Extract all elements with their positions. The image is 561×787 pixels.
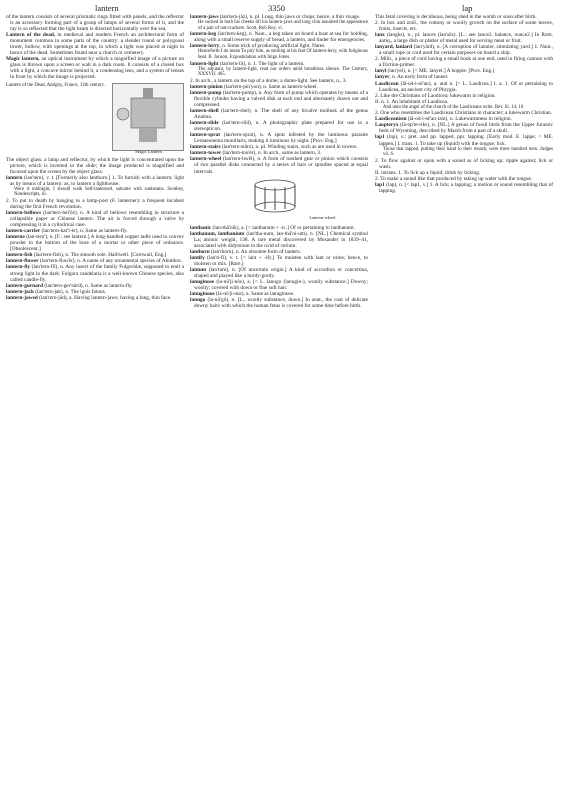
- page-number: 3350: [268, 3, 285, 13]
- pronunciation: (lan'tern-jak), n.: [33, 288, 70, 295]
- definition: A name of any ornamental species of Abutilon.: [81, 258, 182, 265]
- pronunciation: (lan'tern-fish), n.: [32, 252, 70, 259]
- pronunciation: (lan'tern-flī), n.: [30, 264, 65, 271]
- definition: 2. To flow against or upon with a sound as of licking up; ripple against; lick or wash.: [375, 157, 553, 170]
- dictionary-entry: [375, 81, 553, 93]
- definition: [< lanthanum + -ic.] Of or pertaining to lanthanum.: [244, 224, 355, 231]
- definition: [A corruption of lannier, simulating yard.] 1. Naut., a small rope or cord used for certain purposes on board a ship.: [379, 44, 553, 57]
- definition: [< L. lanugo (lanugin-), woolly substance.] Downy; woolly; covered with down or fine soft hair.: [194, 278, 368, 292]
- dictionary-entry: [190, 90, 368, 108]
- headword: Laodicean: [375, 80, 399, 87]
- headword: lanyl: [375, 68, 387, 75]
- headword: lantern-wheel: [190, 156, 222, 163]
- pronunciation: (lan'thorn), n.: [209, 248, 240, 255]
- quotation: Henceforth I do mean To pity him, as smiling at his feat Of lantern-lerry, with fuliginous heat. B. Jonson, Expostulation with Inigo Jones.: [198, 49, 368, 60]
- dictionary-entry: [190, 31, 368, 43]
- pronunciation: (lan'yel), n.: [386, 68, 412, 75]
- dictionary-entry: [190, 297, 368, 309]
- definition: [Early mod. E. lappe; < ME. lappen.] I. trans. 1. To take up (liquid) with the tongue; lick.: [379, 134, 553, 147]
- definition: 2. One who resembles the Laodicean Christians in character; a lukewarm Christian.: [375, 110, 552, 117]
- headword: lantern-light: [190, 60, 219, 67]
- dictionary-entry: [190, 120, 368, 132]
- pronunciation: (lan-tern'), n.: [24, 234, 54, 241]
- pronunciation: (lan'yärd), n.: [412, 44, 441, 51]
- headword: lanuginous: [190, 291, 215, 298]
- headword: lantern-pinion: [190, 83, 223, 90]
- pronunciation: (lan'tern-jâd), a.: [37, 294, 73, 301]
- quotation: Were it midnight, I should walk Self-lanterned, saturate with sunbeams. Southey, Nondescripts, iii.: [14, 186, 184, 198]
- headword: lantern-lerry: [190, 43, 220, 50]
- dictionary-entry: [6, 264, 184, 282]
- dictionary-entry: [6, 14, 184, 32]
- pronunciation: (lap), v.; pret. and pp. lapped, ppr. lapping.: [384, 134, 485, 141]
- definition: A form of toothed gear or pinion which consists of two parallel disks connected by a series of bars or spindles spaced at equal intervals.: [194, 156, 368, 175]
- headword: Magic lantern,: [6, 56, 40, 63]
- header-left-word: lantern: [95, 3, 119, 13]
- pronunciation: (lan'tern-sprat), n.: [220, 132, 264, 139]
- definition: The shell of any bivalve mollusk of the genus Anatina.: [194, 108, 368, 121]
- pronunciation: (lan'tern-tou'ėr), n.: [221, 150, 262, 157]
- dictionary-entry: [6, 295, 184, 301]
- pronunciation: (lan'tern), v. t.: [22, 174, 55, 181]
- pronunciation: (lan'tern-ger'närd), n.: [43, 282, 90, 289]
- pronunciation: (lan'tern-hwēl), n.: [221, 156, 262, 163]
- definition: 2. To make a sound like that produced by taking up water with the tongue.: [375, 175, 533, 182]
- headword: lantern-fish: [6, 252, 33, 259]
- dictionary-entry: [190, 255, 368, 267]
- dictionary-entry: [6, 234, 184, 252]
- headword: lantern-jaws: [190, 14, 219, 20]
- pronunciation: (langks), n.; pl. lances (lan'sēz).: [384, 32, 457, 39]
- definition: An early form of lanner.: [396, 74, 449, 81]
- definition: [< lant + -ify.] To moisten with lant or urine; hence, to moisten or mix. [Rare.]: [194, 254, 368, 267]
- pronunciation: (la-nū'gō), n.: [205, 297, 236, 304]
- pronunciation: (lā-od-i-sē'an-izm), n.: [406, 116, 454, 123]
- header-right-word: lap: [462, 3, 473, 13]
- pronunciation: (lan'tern-shel), n.: [218, 108, 259, 115]
- definition: [< L. Laodicea.] I. a. 1. Of or pertaining to Laodicea, an ancient city of Phrygia.: [379, 80, 553, 93]
- pronunciation: , n.: [219, 43, 227, 50]
- figure-block: [6, 83, 184, 155]
- definition: Naut., a keg taken on board a boat at sea for holding, along with a small reserve supply of bread, a lantern, and tinder for emergencies.: [194, 31, 368, 44]
- headword: lanthanic: [190, 224, 212, 231]
- headword: lantern-jack: [6, 288, 34, 295]
- headword: lanthorn: [190, 248, 210, 255]
- definition: 2. In bot. and zoöl., the cottony or woolly growth on the surface of some leaves, fruits, insects, etc.: [375, 20, 553, 33]
- pronunciation: (lan'tern-flou'ėr), n.: [38, 258, 82, 265]
- dictionary-entry: [6, 56, 184, 80]
- dictionary-entry: [375, 134, 553, 146]
- dictionary-entry: [6, 157, 184, 175]
- pronunciation: (lap), n.: [384, 181, 404, 188]
- dictionary-entry: [375, 122, 553, 134]
- headword: Laopteryx: [375, 122, 399, 129]
- definition: Any insect of the family Fulgoridæ, supposed to emit a strong light in the dark. Fulgora candelaria is a well-known Chinese species, also called candle-fly.: [10, 264, 184, 283]
- definition: [Formerly also lanthorn.] 1. To furnish with a lantern; light as by means of a lantern: as, to lantern a lighthouse.: [10, 174, 184, 187]
- definition: 2. To put to death by hanging to a lamp-post (F. lanterner): a frequent incident during the first French revolution.: [6, 197, 184, 210]
- quotation: And unto the angel of the church of the Laodiceans write. Rev. iii. 14, 16.: [383, 104, 525, 110]
- dictionary-entry: [6, 175, 184, 187]
- pronunciation: (lan'tern-līt), n.: [218, 60, 252, 67]
- headword: lantern-flower: [6, 258, 39, 265]
- dictionary-entry: [190, 156, 368, 174]
- headword: lanthanum, lanthanium: [190, 230, 245, 237]
- pronunciation: (lan'tern-slīd), n.: [218, 120, 260, 127]
- definition: In arch., same as lantern, 3.: [261, 150, 322, 157]
- pronunciation: (lan'tha-num, lan-thā'ni-um), n.: [244, 230, 315, 237]
- definition: 2. Like the Christians of Laodicea; lukewarm in religion.: [375, 92, 496, 99]
- dictionary-entry: [375, 182, 553, 194]
- pronunciation: , n.: [389, 74, 397, 81]
- definition: [L.: see lance2, balance, ounce2.] In Rom. antiq., a large dish or platter of metal used for serving meat or fruit.: [379, 32, 553, 45]
- dictionary-entry: [6, 32, 184, 56]
- headword: lanyard, laniard: [375, 44, 413, 51]
- quotation: He sucked in both his cheeks till his lantern-jaws and long chin assumed the appearance of a pair of nut-crackers. Scott, Rob Roy, vi.: [198, 20, 368, 31]
- headword: lantern-jawed: [6, 294, 38, 301]
- column-right: [375, 14, 553, 784]
- definition: The smooth sole. Halliwell. [Cornwall, Eng.]: [69, 252, 167, 259]
- headword: lanuginose: [190, 278, 215, 285]
- definition: Having lantern-jaws; having a long, thin face.: [72, 294, 172, 301]
- pronunciation: (lan'ti-fī), v. t.: [204, 254, 239, 261]
- headword: lantern-shell: [190, 108, 219, 115]
- dictionary-entry: [375, 32, 553, 44]
- headword: lap1: [375, 134, 385, 141]
- definition: This fetal covering is deciduous, being shed in the womb or soon after birth.: [375, 14, 537, 20]
- dictionary-entry: [190, 267, 368, 279]
- pronunciation: (lan'tern-kar'i-ėr), n.: [40, 228, 85, 235]
- headword: lantify: [190, 254, 205, 261]
- headword: lanx: [375, 32, 385, 39]
- definition: 2. Milit., a piece of cord having a small hook at one end, used in firing cannon with a friction-primer.: [375, 56, 553, 69]
- dictionary-entry: [6, 210, 184, 228]
- figure-block: [190, 177, 368, 223]
- headword: Laodiceanism: [375, 116, 407, 123]
- definition: A kind of bellows resembling in structure a collapsible paper or Chinese lantern. The air is forced through a valve by compressing it in a cylindrical case.: [10, 210, 184, 229]
- definition: Same as lantern-fly.: [84, 228, 128, 235]
- pronunciation: (lā-op'te-riks), n.: [398, 122, 436, 129]
- headword: lantern-fly: [6, 264, 31, 271]
- definition: II. n. 1. An inhabitant of Laodicea.: [375, 98, 449, 105]
- figure-label: Magic Lantern.: [135, 148, 163, 154]
- headword: lanyer: [375, 74, 390, 81]
- definition: [< ME. lanyel.] A hopple. [Prov. Eng.]: [411, 68, 495, 75]
- definition: of the lantern consists of several prismatic rings fitted with panels, and the reflector is an accessory forming part of a group of lamps of several forms of it, and the ray is so reflected that the light beam is directed horizontally over the sea.: [6, 14, 184, 33]
- headword: lap1: [375, 181, 385, 188]
- definition: [NL.] Chemical symbol La; atomic weight, 138. A rare metal discovered by Mosander in 1839–41, associated with didymium in the oxid of cerium.: [194, 230, 368, 249]
- pronunciation: (lan'tern-bel'ōz), n.: [41, 210, 85, 217]
- pronunciation: (lan'tern-pin'yon), n.: [222, 83, 268, 90]
- definition: An obsolete form of lantern.: [239, 248, 302, 255]
- pronunciation: (la-nū'ji-nōs), a.: [214, 278, 251, 285]
- definition: an optical instrument by which a magnified image of a picture on glass is thrown upon a screen or wall in a dark room. It consists of a closed box with a light, a concave mirror behind it, a condensing lens, and a system of lenses in front by which the image is projected.: [10, 56, 184, 81]
- definition: A sprat infested by the luminous parasite Lernaeonema monillaris, making it luminous by night. [Prov. Eng.]: [194, 132, 368, 145]
- definition: Same as lantern-fly.: [89, 282, 133, 289]
- definition: Lukewarmness in religion.: [453, 116, 512, 123]
- definition: in medieval and modern French an architectural form of monument common in some parts of the country: a slender round or polygonal tower, hollow, with openings at the top, in which a light was placed at night in honor of the dead. Sometimes found near a church or cemetery.: [10, 32, 184, 57]
- headword: lantern-sprat: [190, 132, 221, 139]
- headword: lanterne: [6, 234, 25, 241]
- pronunciation: (la-nū'ji-nus), a.: [214, 291, 250, 298]
- headword: lantern: [6, 174, 23, 181]
- definition: Long, thin jaws or chops; hence, a thin visage.: [260, 14, 361, 20]
- headword: lantern-stairs: [190, 144, 221, 151]
- headword: Lantern of the dead,: [6, 32, 56, 39]
- dictionary-entry: [190, 279, 368, 291]
- dictionary-entry: [375, 20, 553, 32]
- definition: The object glass: a lamp and reflector, by which the light is concentrated upon the picture, which is inverted in the slide; the image produced is magnified and focused upon the screen by the object glass.: [6, 156, 184, 175]
- quotation: Those that lapped, putting their hand to their mouth, were three hundred men. Judges vii. 6.: [383, 146, 553, 158]
- figure-label: Lantern-wheel.: [309, 214, 337, 220]
- definition: The ignis fatuus.: [69, 288, 107, 295]
- dictionary-entry: [375, 56, 553, 68]
- pronunciation: (lan'tern-pump), n.: [221, 89, 263, 96]
- definition: [NL.] A genus of fossil birds from the Upper Jurassic beds of Wyoming, described by Marsh from a part of a skull.: [379, 122, 553, 135]
- pronunciation: (lan'tern-stârz), n. pl.: [220, 144, 267, 151]
- dictionary-entry: [190, 132, 368, 144]
- figure-caption: Lantern of the Dead, Antigny, France, 12th century.: [6, 82, 105, 88]
- quotation: The adjutant, by lantern-light, read our orders amid breathless silence. The Century, XXXVII. 465.: [198, 66, 368, 78]
- lantern-wheel-illustration: [240, 177, 310, 215]
- definition: [L., woolly substance, down.] In anat., the coat of delicate downy hairs with which the human fetus is covered for some time before birth.: [194, 297, 368, 310]
- headword: lantern-pump: [190, 89, 222, 96]
- definition: Some trick of producing artificial light. Nares.: [226, 43, 326, 50]
- column-middle: [190, 14, 368, 784]
- column-left: [6, 14, 184, 784]
- figure-illustration: [112, 83, 184, 151]
- definition: 2. In arch., a lantern on the top of a dome; a dome-light. See lantern, n., 3.: [190, 77, 347, 84]
- definition: Winding stairs, such as are used in towers.: [266, 144, 358, 151]
- headword: lantern-bellows: [6, 210, 42, 217]
- pronunciation: (lan'tern-jâz), n. pl.: [218, 14, 261, 20]
- dictionary-entry: [375, 158, 553, 170]
- headword: lantern-carrier: [6, 228, 41, 235]
- headword: lanugo: [190, 297, 206, 304]
- headword: lantern-gurnard: [6, 282, 44, 289]
- dictionary-entry: [6, 198, 184, 210]
- dictionary-entry: [190, 108, 368, 120]
- pronunciation: (lan-thā'nik), a.: [211, 224, 245, 231]
- headword: lantern-keg: [190, 31, 217, 38]
- definition: II. intrans. 1. To lick up a liquid; drink by licking.: [375, 169, 481, 176]
- definition: Any form of pump which operates by means of a flexible cylinder having a valved disk at each end and alternately drawn out and compressed.: [194, 89, 368, 108]
- pronunciation: (lan'tum), n.: [206, 266, 236, 273]
- pronunciation: (lan'tern-keg), n.: [216, 31, 253, 38]
- definition: A photographic plate prepared for use in a stereopticon.: [194, 120, 368, 133]
- dictionary-entry: [375, 44, 553, 56]
- definition: Same as lanuginose.: [249, 291, 295, 298]
- definition: [Of uncertain origin.] A kind of accordion or concertina, shaped and played like a hurdy-gurdy.: [194, 266, 368, 279]
- headword: lantern-slide: [190, 120, 219, 127]
- definition: [F.: see lantern.] A long-handled copper ladle used to convey powder to the bottom of the bore of a mortar or other piece of ordnance. [Obsolescent.]: [10, 234, 184, 253]
- pronunciation: (lā-od-i-sē'an), a. and n.: [398, 80, 454, 87]
- dictionary-entry: [190, 231, 368, 249]
- definition: 1. The light of a lantern.: [251, 60, 305, 67]
- headword: lantern-tower: [190, 150, 222, 157]
- definition: [< lap1, v.] 1. A lick; a lapping; a motion or sound resembling that of lapping.: [379, 181, 553, 194]
- definition: Same as lantern-wheel.: [267, 83, 318, 90]
- headword: lantum: [190, 266, 207, 273]
